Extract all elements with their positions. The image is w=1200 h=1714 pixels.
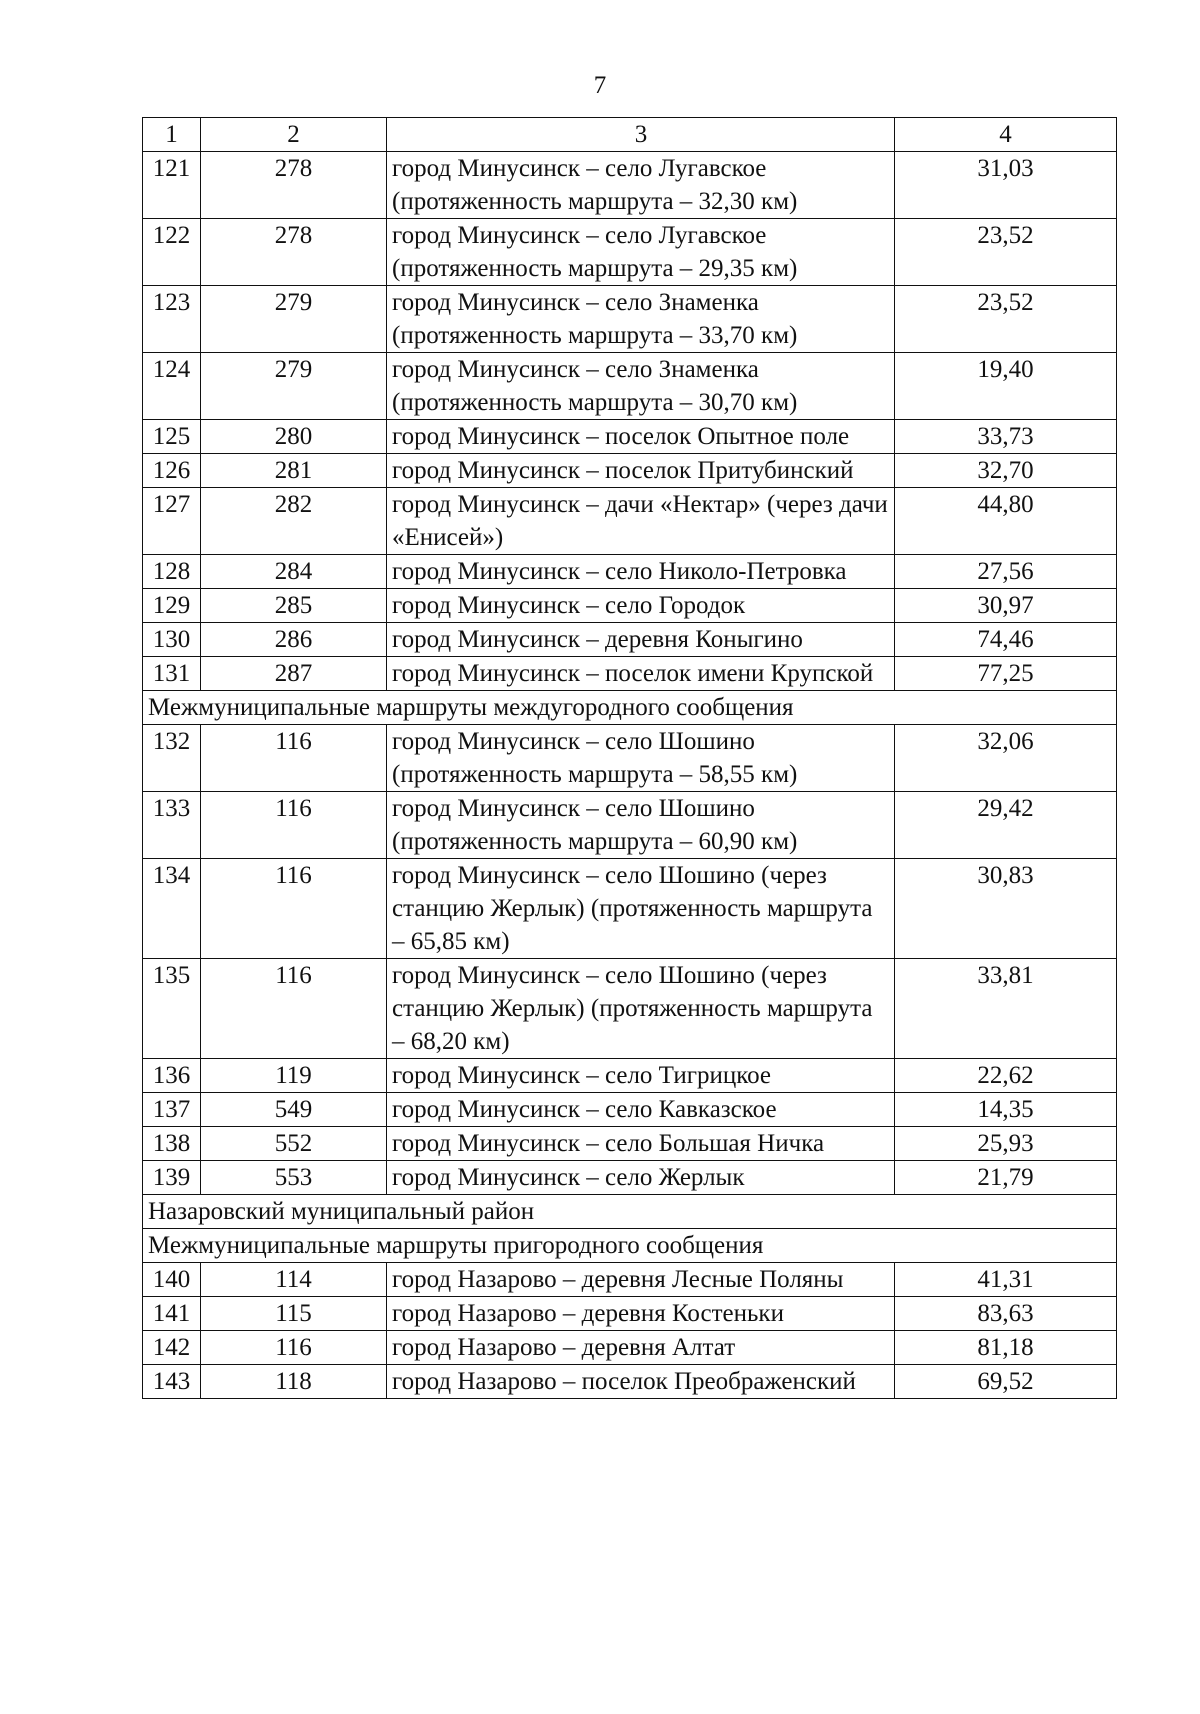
row-number-cell: 127 [143, 488, 201, 555]
table-row [143, 1331, 1117, 1365]
value-cell: 81,18 [895, 1331, 1117, 1365]
row-number-cell: 139 [143, 1161, 201, 1195]
routes-table [142, 117, 1117, 1399]
table-row [143, 488, 1117, 555]
route-name-cell: город Минусинск – село Большая Ничка [387, 1127, 895, 1161]
table-row [143, 353, 1117, 420]
section-title: Назаровский муниципальный район [143, 1195, 1117, 1229]
column-header: 4 [895, 118, 1117, 152]
route-name-cell: город Назарово – деревня Алтат [387, 1331, 895, 1365]
value-cell: 25,93 [895, 1127, 1117, 1161]
value-cell: 74,46 [895, 623, 1117, 657]
table-row [143, 420, 1117, 454]
route-name-cell: город Минусинск – поселок Притубинский [387, 454, 895, 488]
value-cell: 41,31 [895, 1263, 1117, 1297]
row-number-cell: 125 [143, 420, 201, 454]
table-row [143, 959, 1117, 1059]
route-number-cell: 116 [201, 859, 387, 959]
row-number-cell: 137 [143, 1093, 201, 1127]
row-number-cell: 140 [143, 1263, 201, 1297]
route-number-cell: 286 [201, 623, 387, 657]
route-number-cell: 116 [201, 959, 387, 1059]
section-row [143, 1195, 1117, 1229]
route-name-cell: город Минусинск – село Кавказское [387, 1093, 895, 1127]
route-name-cell: город Минусинск – село Шошино (через станцию Жерлык) (протяженность маршрута – 68,20 км) [387, 959, 895, 1059]
route-number-cell: 116 [201, 792, 387, 859]
row-number-cell: 121 [143, 152, 201, 219]
route-number-cell: 119 [201, 1059, 387, 1093]
routes-table-container [142, 117, 1116, 1399]
table-row [143, 1059, 1117, 1093]
row-number-cell: 141 [143, 1297, 201, 1331]
value-cell: 44,80 [895, 488, 1117, 555]
row-number-cell: 122 [143, 219, 201, 286]
table-row [143, 1297, 1117, 1331]
row-number-cell: 138 [143, 1127, 201, 1161]
route-number-cell: 279 [201, 353, 387, 420]
table-row [143, 725, 1117, 792]
value-cell: 77,25 [895, 657, 1117, 691]
page-number: 7 [593, 72, 607, 99]
route-number-cell: 116 [201, 725, 387, 792]
routes-table-body [143, 118, 1117, 1399]
route-name-cell: город Минусинск – село Знаменка (протяженность маршрута – 30,70 км) [387, 353, 895, 420]
route-number-cell: 118 [201, 1365, 387, 1399]
value-cell: 32,06 [895, 725, 1117, 792]
column-header: 1 [143, 118, 201, 152]
route-name-cell: город Минусинск – село Шошино (через станцию Жерлык) (протяженность маршрута – 65,85 км) [387, 859, 895, 959]
section-row [143, 1229, 1117, 1263]
route-number-cell: 553 [201, 1161, 387, 1195]
route-number-cell: 284 [201, 555, 387, 589]
section-title: Межмуниципальные маршруты пригородного сообщения [143, 1229, 1117, 1263]
row-number-cell: 135 [143, 959, 201, 1059]
value-cell: 30,97 [895, 589, 1117, 623]
value-cell: 19,40 [895, 353, 1117, 420]
value-cell: 31,03 [895, 152, 1117, 219]
route-name-cell: город Назарово – деревня Лесные Поляны [387, 1263, 895, 1297]
value-cell: 69,52 [895, 1365, 1117, 1399]
route-number-cell: 278 [201, 152, 387, 219]
route-name-cell: город Минусинск – село Лугавское (протяженность маршрута – 32,30 км) [387, 152, 895, 219]
row-number-cell: 126 [143, 454, 201, 488]
route-name-cell: город Минусинск – дачи «Нектар» (через дачи «Енисей») [387, 488, 895, 555]
table-row [143, 286, 1117, 353]
value-cell: 33,73 [895, 420, 1117, 454]
route-number-cell: 116 [201, 1331, 387, 1365]
route-name-cell: город Минусинск – село Шошино (протяженность маршрута – 58,55 км) [387, 725, 895, 792]
value-cell: 83,63 [895, 1297, 1117, 1331]
table-row [143, 623, 1117, 657]
route-number-cell: 287 [201, 657, 387, 691]
route-name-cell: город Минусинск – село Жерлык [387, 1161, 895, 1195]
row-number-cell: 136 [143, 1059, 201, 1093]
row-number-cell: 130 [143, 623, 201, 657]
table-row [143, 1127, 1117, 1161]
table-row [143, 555, 1117, 589]
table-row [143, 219, 1117, 286]
route-name-cell: город Назарово – деревня Костеньки [387, 1297, 895, 1331]
row-number-cell: 129 [143, 589, 201, 623]
table-row [143, 152, 1117, 219]
table-row [143, 859, 1117, 959]
route-name-cell: город Минусинск – село Тигрицкое [387, 1059, 895, 1093]
route-name-cell: город Минусинск – поселок Опытное поле [387, 420, 895, 454]
table-row [143, 454, 1117, 488]
route-name-cell: город Минусинск – село Лугавское (протяженность маршрута – 29,35 км) [387, 219, 895, 286]
row-number-cell: 131 [143, 657, 201, 691]
route-name-cell: город Минусинск – поселок имени Крупской [387, 657, 895, 691]
column-header: 2 [201, 118, 387, 152]
value-cell: 32,70 [895, 454, 1117, 488]
route-name-cell: город Минусинск – село Знаменка (протяженность маршрута – 33,70 км) [387, 286, 895, 353]
row-number-cell: 124 [143, 353, 201, 420]
route-number-cell: 280 [201, 420, 387, 454]
value-cell: 33,81 [895, 959, 1117, 1059]
route-number-cell: 281 [201, 454, 387, 488]
table-row [143, 792, 1117, 859]
table-row [143, 1161, 1117, 1195]
row-number-cell: 123 [143, 286, 201, 353]
route-name-cell: город Минусинск – деревня Коныгино [387, 623, 895, 657]
value-cell: 23,52 [895, 219, 1117, 286]
table-row [143, 1093, 1117, 1127]
route-number-cell: 552 [201, 1127, 387, 1161]
route-number-cell: 114 [201, 1263, 387, 1297]
row-number-cell: 143 [143, 1365, 201, 1399]
route-number-cell: 549 [201, 1093, 387, 1127]
value-cell: 23,52 [895, 286, 1117, 353]
route-number-cell: 115 [201, 1297, 387, 1331]
value-cell: 29,42 [895, 792, 1117, 859]
table-header-row [143, 118, 1117, 152]
row-number-cell: 132 [143, 725, 201, 792]
route-number-cell: 279 [201, 286, 387, 353]
row-number-cell: 133 [143, 792, 201, 859]
route-number-cell: 282 [201, 488, 387, 555]
row-number-cell: 142 [143, 1331, 201, 1365]
table-row [143, 1365, 1117, 1399]
value-cell: 27,56 [895, 555, 1117, 589]
table-row [143, 589, 1117, 623]
value-cell: 22,62 [895, 1059, 1117, 1093]
route-name-cell: город Назарово – поселок Преображенский [387, 1365, 895, 1399]
route-number-cell: 278 [201, 219, 387, 286]
table-row [143, 657, 1117, 691]
column-header: 3 [387, 118, 895, 152]
table-row [143, 1263, 1117, 1297]
value-cell: 14,35 [895, 1093, 1117, 1127]
route-name-cell: город Минусинск – село Николо-Петровка [387, 555, 895, 589]
row-number-cell: 128 [143, 555, 201, 589]
value-cell: 21,79 [895, 1161, 1117, 1195]
section-title: Межмуниципальные маршруты междугородного сообщения [143, 691, 1117, 725]
route-name-cell: город Минусинск – село Шошино (протяженность маршрута – 60,90 км) [387, 792, 895, 859]
value-cell: 30,83 [895, 859, 1117, 959]
section-row [143, 691, 1117, 725]
route-number-cell: 285 [201, 589, 387, 623]
route-name-cell: город Минусинск – село Городок [387, 589, 895, 623]
row-number-cell: 134 [143, 859, 201, 959]
